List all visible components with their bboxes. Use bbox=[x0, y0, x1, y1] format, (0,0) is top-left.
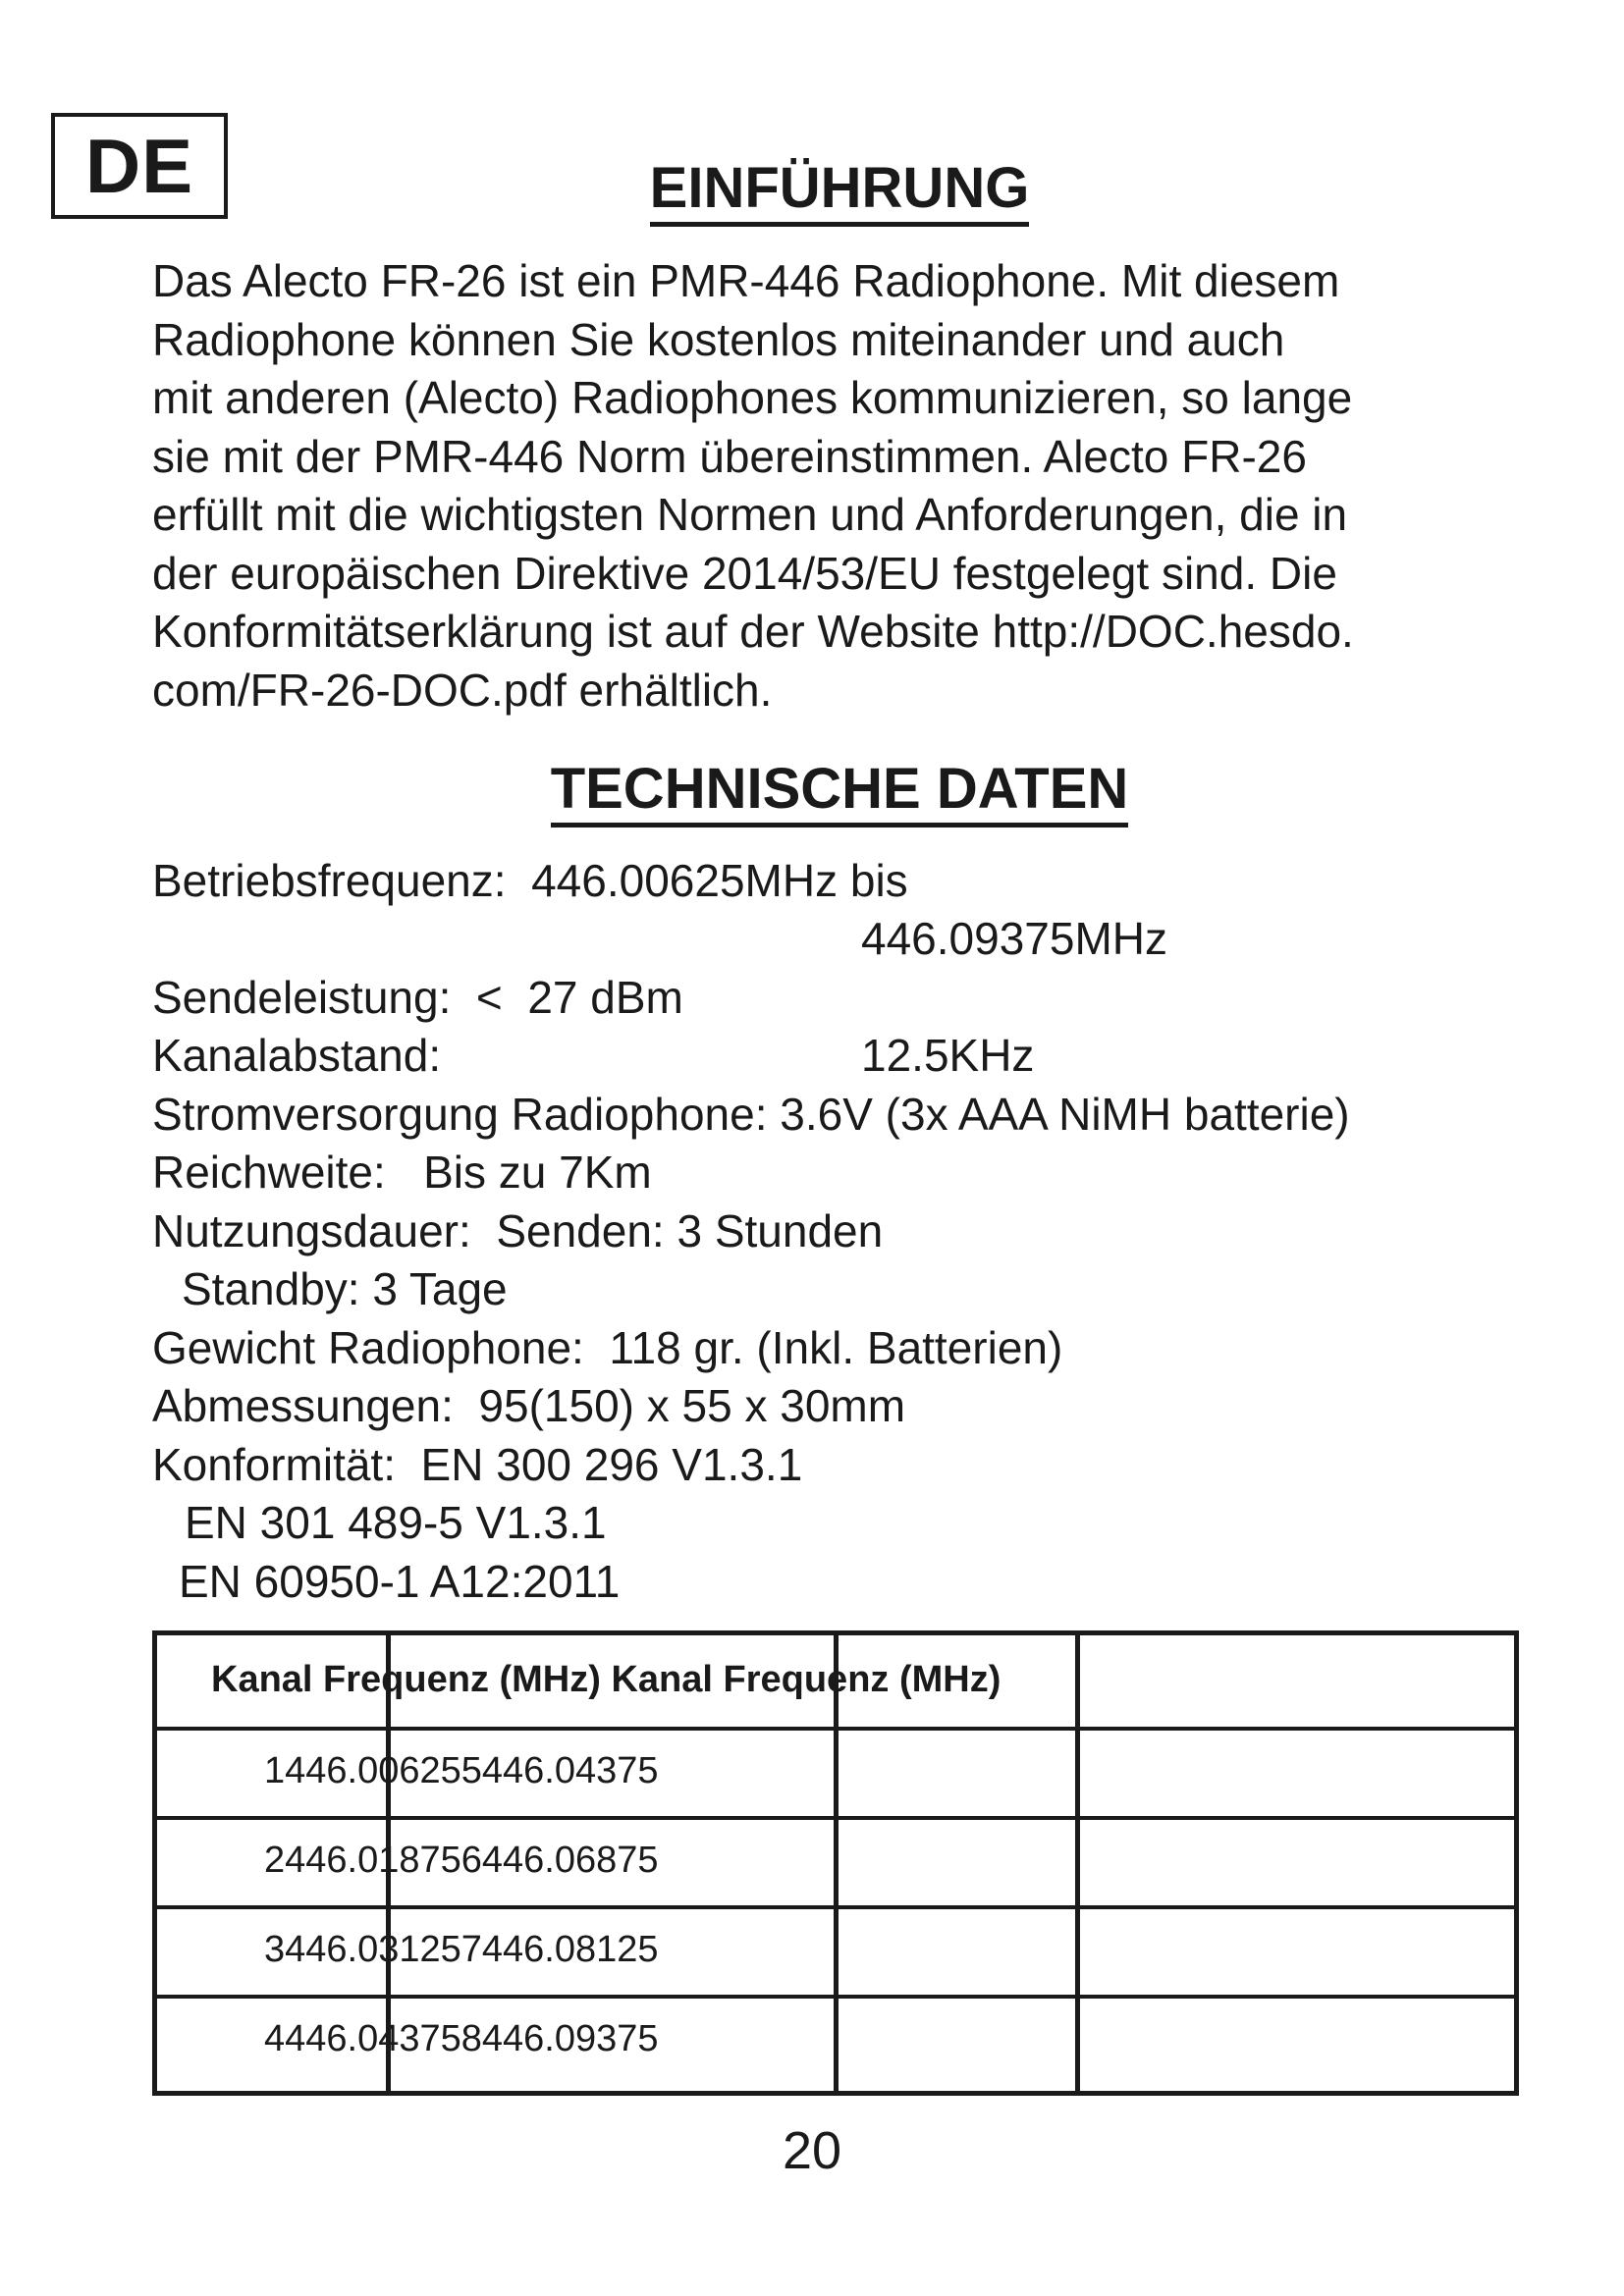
table-row: 4446.043758446.09375 bbox=[264, 2018, 659, 2059]
intro-line: der europäischen Direktive 2014/53/EU festgelegt sind. Die bbox=[152, 547, 1337, 599]
intro-line: sie mit der PMR-446 Norm übereinstimmen. Alecto FR-26 bbox=[152, 430, 1307, 482]
table-grid-line bbox=[1075, 1630, 1080, 2096]
intro-line: com/FR-26-DOC.pdf erhältlich. bbox=[152, 664, 773, 716]
channel-frequency-table bbox=[152, 1630, 1519, 2096]
tech-heading bbox=[0, 756, 1624, 822]
intro-line: mit anderen (Alecto) Radiophones kommunizieren, so lange bbox=[152, 372, 1353, 423]
spec-usage-time: Nutzungsdauer: Senden: 3 Stunden bbox=[152, 1205, 884, 1256]
table-header: Kanal Frequenz (MHz) Kanal Frequenz (MHz) bbox=[211, 1659, 1001, 1700]
table-grid-line bbox=[157, 1905, 1514, 1909]
spec-frequency-end: 446.09375MHz bbox=[861, 913, 1167, 964]
spec-conformity: Konformität: EN 300 296 V1.3.1 bbox=[152, 1439, 803, 1490]
spec-frequency: Betriebsfrequenz: 446.00625MHz bis bbox=[152, 855, 908, 906]
spec-power: Sendeleistung: < 27 dBm bbox=[152, 972, 683, 1023]
table-row: 3446.031257446.08125 bbox=[264, 1929, 659, 1970]
spec-weight: Gewicht Radiophone: 118 gr. (Inkl. Batterien) bbox=[152, 1322, 1063, 1373]
intro-line: erfüllt mit die wichtigsten Normen und Anforderungen, die in bbox=[152, 489, 1348, 540]
table-row: 1446.006255446.04375 bbox=[264, 1750, 659, 1791]
spec-standby: Standby: 3 Tage bbox=[182, 1263, 508, 1314]
page-number: 20 bbox=[782, 2121, 842, 2180]
spec-power-supply: Stromversorgung Radiophone: 3.6V (3x AAA NiMH batterie) bbox=[152, 1089, 1350, 1140]
language-badge: DE bbox=[51, 113, 228, 219]
spec-channel-spacing-label: Kanalabstand: bbox=[152, 1030, 442, 1081]
intro-line: Radiophone können Sie kostenlos miteinander und auch bbox=[152, 313, 1285, 365]
intro-line: Konformitätserklärung ist auf der Website http://DOC.hesdo. bbox=[152, 606, 1354, 657]
intro-heading bbox=[0, 155, 1624, 221]
table-grid-line bbox=[157, 1995, 1514, 1999]
spec-conformity-2: EN 301 489-5 V1.3.1 bbox=[185, 1497, 607, 1548]
spec-conformity-3: EN 60950-1 A12:2011 bbox=[179, 1556, 621, 1607]
table-grid-line bbox=[157, 1816, 1514, 1820]
table-row: 2446.018756446.06875 bbox=[264, 1840, 659, 1881]
intro-line: Das Alecto FR-26 ist ein PMR-446 Radiophone. Mit diesem bbox=[152, 255, 1340, 306]
intro-paragraph bbox=[152, 252, 1527, 720]
table-grid-line bbox=[157, 1727, 1514, 1731]
tech-heading-text: TECHNISCHE DATEN bbox=[551, 757, 1129, 828]
intro-heading-text: EINFÜHRUNG bbox=[650, 156, 1030, 227]
spec-channel-spacing-value: 12.5KHz bbox=[861, 1030, 1035, 1081]
spec-range: Reichweite: Bis zu 7Km bbox=[152, 1147, 652, 1198]
spec-dimensions: Abmessungen: 95(150) x 55 x 30mm bbox=[152, 1380, 906, 1431]
